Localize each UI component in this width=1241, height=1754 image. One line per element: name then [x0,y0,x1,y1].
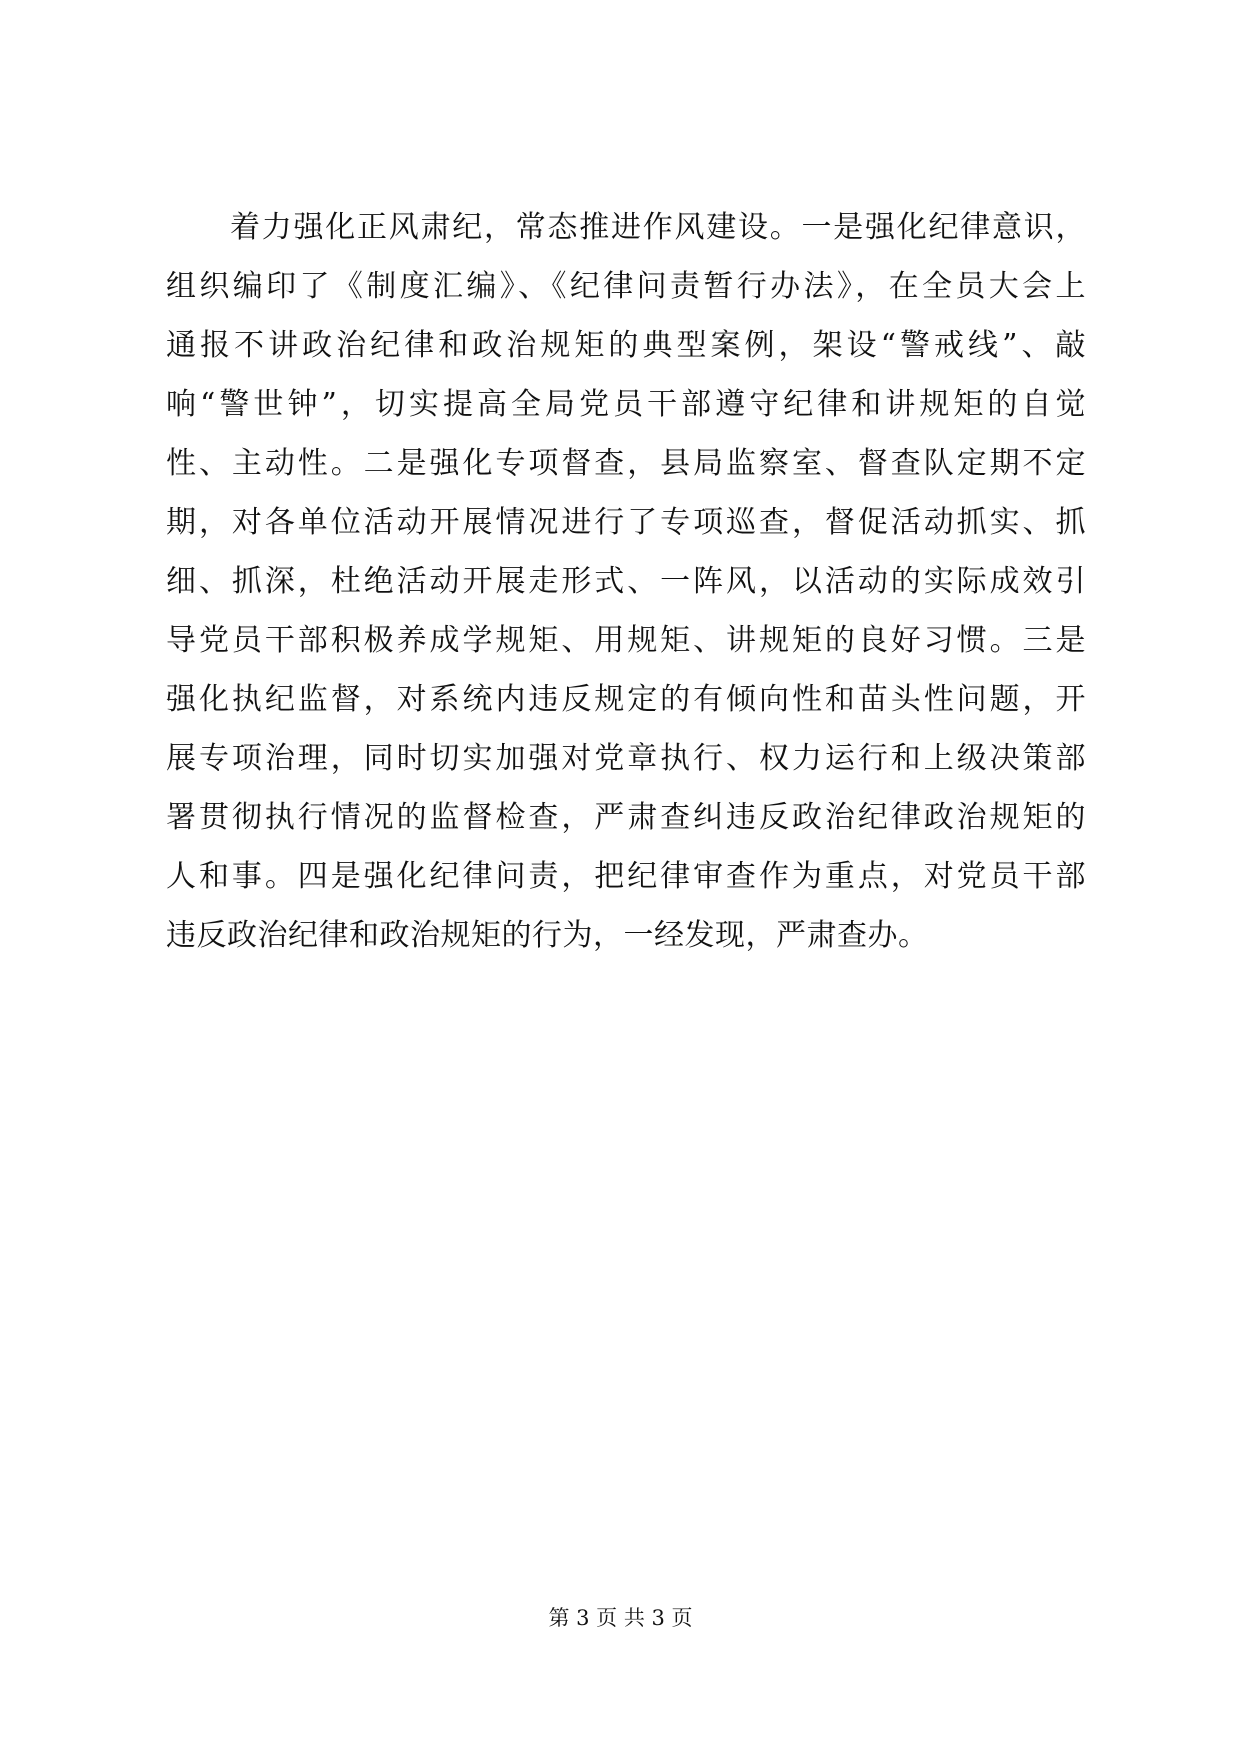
paragraph-line: 细、抓深，杜绝活动开展走形式、一阵风，以活动的实际成效引 [166,564,1086,599]
paragraph-line: 性、主动性。二是强化专项督查，县局监察室、督查队定期不定 [166,446,1086,481]
paragraph-line: 期，对各单位活动开展情况进行了专项巡查，督促活动抓实、抓 [166,505,1086,540]
paragraph-line: 人和事。四是强化纪律问责，把纪律审查作为重点，对党员干部 [166,859,1086,894]
paragraph-line: 署贯彻执行情况的监督检查，严肃查纠违反政治纪律政治规矩的 [166,800,1086,835]
paragraph-line: 展专项治理，同时切实加强对党章执行、权力运行和上级决策部 [166,741,1086,776]
page-number-footer: 第 3 页 共 3 页 [548,1606,693,1630]
paragraph-line: 响“警世钟”，切实提高全局党员干部遵守纪律和讲规矩的自觉 [166,387,1086,422]
paragraph-line: 通报不讲政治纪律和政治规矩的典型案例，架设“警戒线”、敲 [166,328,1086,363]
paragraph-line: 组织编印了《制度汇编》、《纪律问责暂行办法》，在全员大会上 [166,269,1086,304]
paragraph-line-last: 违反政治纪律和政治规矩的行为，一经发现，严肃查办。 [166,918,929,953]
document-body [166,198,1086,965]
paragraph-line: 着力强化正风肃纪，常态推进作风建设。一是强化纪律意识， [230,210,1086,245]
paragraph-line: 强化执纪监督，对系统内违反规定的有倾向性和苗头性问题，开 [166,682,1086,717]
paragraph-line: 导党员干部积极养成学规矩、用规矩、讲规矩的良好习惯。三是 [166,623,1086,658]
